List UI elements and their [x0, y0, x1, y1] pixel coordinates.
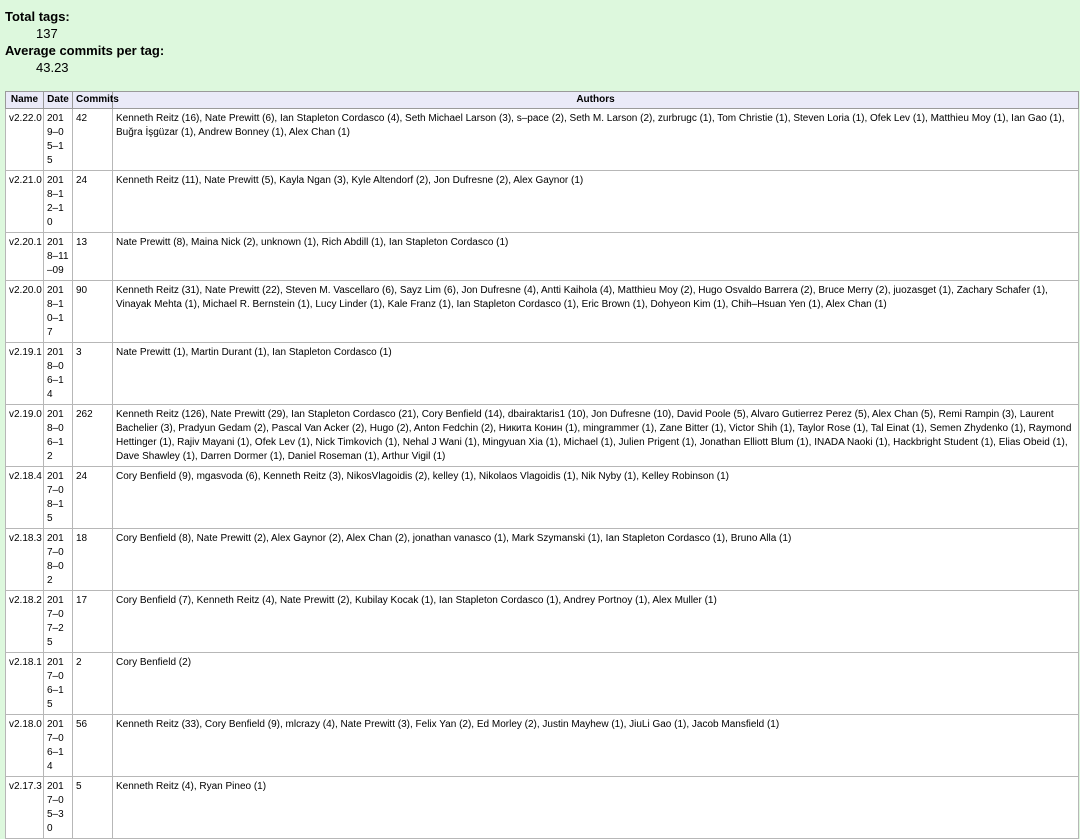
tag-date-cell: 2017–06–15 — [44, 653, 73, 715]
tag-name-cell: v2.18.3 — [6, 529, 44, 591]
tag-commits-cell: 90 — [73, 281, 113, 343]
table-row — [6, 529, 1079, 591]
tag-date-cell: 2018–12–10 — [44, 171, 73, 233]
tag-commits-cell: 24 — [73, 171, 113, 233]
header-authors: Authors — [113, 92, 1079, 109]
table-row — [6, 281, 1079, 343]
tag-date-cell: 2017–08–15 — [44, 467, 73, 529]
tag-name-cell: v2.17.3 — [6, 777, 44, 839]
tag-commits-cell: 24 — [73, 467, 113, 529]
tag-name-cell: v2.18.1 — [6, 653, 44, 715]
tag-commits-cell: 17 — [73, 591, 113, 653]
table-row — [6, 715, 1079, 777]
tag-commits-cell: 56 — [73, 715, 113, 777]
tag-authors-cell: Kenneth Reitz (16), Nate Prewitt (6), Ian Stapleton Cordasco (4), Seth Michael Larson (3), s–pace (2), Seth M. Larson (2), zurbrugc (1), Tom Christie (1), Steven Loria (1), Ofek Lev (1), Matthieu Moy (1), Ian Gao (1), Buğra İşgüzar (1), Andrew Bonney (1), Alex Chan (1) — [113, 109, 1079, 171]
tag-commits-cell: 3 — [73, 343, 113, 405]
tag-date-cell: 2017–07–25 — [44, 591, 73, 653]
header-commits: Commits — [73, 92, 113, 109]
table-row — [6, 405, 1079, 467]
tag-name-cell: v2.22.0 — [6, 109, 44, 171]
table-row — [6, 109, 1079, 171]
tag-date-cell: 2019–05–15 — [44, 109, 73, 171]
tag-authors-cell: Kenneth Reitz (11), Nate Prewitt (5), Kayla Ngan (3), Kyle Altendorf (2), Jon Dufresne (2), Alex Gaynor (1) — [113, 171, 1079, 233]
avg-commits-value: 43.23 — [36, 60, 69, 75]
tag-date-cell: 2018–10–17 — [44, 281, 73, 343]
tag-authors-cell: Kenneth Reitz (126), Nate Prewitt (29), Ian Stapleton Cordasco (21), Cory Benfield (14), dbairaktaris1 (10), Jon Dufresne (10), David Poole (5), Alvaro Gutierrez Perez (5), Alex Chan (5), Remi Rampin (3), Laurent Bachelier (3), Pradyun Gedam (2), Pascal Van Acker (2), Hugo (2), Anton Fedchin (2), Никита Конин (1), mingrammer (1), Zane Bitter (1), Victor Shih (1), Taylor Rose (1), Tal Einat (1), Semen Zhydenko (1), Raymond Hettinger (1), Rajiv Mayani (1), Ofek Lev (1), Nick Timkovich (1), Nehal J Wani (1), Mingyuan Xia (1), Michael (1), Julien Prigent (1), Jonathan Elliott Blum (1), INADA Naoki (1), Hackbright Student (1), Elias Obeid (1), Dave Shawley (1), Darren Dormer (1), Daniel Roseman (1), Arthur Vigil (1) — [113, 405, 1079, 467]
tag-name-cell: v2.20.1 — [6, 233, 44, 281]
tag-date-cell: 2018–06–14 — [44, 343, 73, 405]
table-row — [6, 653, 1079, 715]
table-row — [6, 777, 1079, 839]
avg-commits-label: Average commits per tag: — [5, 43, 165, 58]
tag-name-cell: v2.19.0 — [6, 405, 44, 467]
stats-summary — [0, 0, 1080, 76]
tag-commits-cell: 5 — [73, 777, 113, 839]
tag-authors-cell: Kenneth Reitz (4), Ryan Pineo (1) — [113, 777, 1079, 839]
tag-name-cell: v2.18.0 — [6, 715, 44, 777]
tag-date-cell: 2017–08–02 — [44, 529, 73, 591]
tag-name-cell: v2.18.4 — [6, 467, 44, 529]
tag-name-cell: v2.21.0 — [6, 171, 44, 233]
header-date: Date — [44, 92, 73, 109]
tag-authors-cell: Cory Benfield (7), Kenneth Reitz (4), Nate Prewitt (2), Kubilay Kocak (1), Ian Stapleton Cordasco (1), Andrey Portnoy (1), Alex Muller (1) — [113, 591, 1079, 653]
tag-date-cell: 2017–06–14 — [44, 715, 73, 777]
tag-name-cell: v2.18.2 — [6, 591, 44, 653]
tag-name-cell: v2.19.1 — [6, 343, 44, 405]
table-row — [6, 467, 1079, 529]
tag-date-cell: 2018–11–09 — [44, 233, 73, 281]
header-name: Name — [6, 92, 44, 109]
tag-authors-cell: Nate Prewitt (1), Martin Durant (1), Ian Stapleton Cordasco (1) — [113, 343, 1079, 405]
tag-authors-cell: Nate Prewitt (8), Maina Nick (2), unknown (1), Rich Abdill (1), Ian Stapleton Cordasco (1) — [113, 233, 1079, 281]
tag-commits-cell: 2 — [73, 653, 113, 715]
tag-commits-cell: 18 — [73, 529, 113, 591]
table-row — [6, 591, 1079, 653]
table-row — [6, 171, 1079, 233]
tag-authors-cell: Kenneth Reitz (33), Cory Benfield (9), mlcrazy (4), Nate Prewitt (3), Felix Yan (2), Ed Morley (2), Justin Mayhew (1), JiuLi Gao (1), Jacob Mansfield (1) — [113, 715, 1079, 777]
table-row — [6, 343, 1079, 405]
tag-commits-cell: 262 — [73, 405, 113, 467]
total-tags-label: Total tags: — [5, 9, 70, 24]
tag-name-cell: v2.20.0 — [6, 281, 44, 343]
tags-table — [5, 91, 1079, 839]
tag-authors-cell: Cory Benfield (9), mgasvoda (6), Kenneth Reitz (3), NikosVlagoidis (2), kelley (1), Nikolaos Vlagoidis (1), Nik Nyby (1), Kelley Robinson (1) — [113, 467, 1079, 529]
tag-date-cell: 2018–06–12 — [44, 405, 73, 467]
tag-authors-cell: Cory Benfield (2) — [113, 653, 1079, 715]
tag-commits-cell: 42 — [73, 109, 113, 171]
table-row — [6, 233, 1079, 281]
tag-date-cell: 2017–05–30 — [44, 777, 73, 839]
tag-authors-cell: Kenneth Reitz (31), Nate Prewitt (22), Steven M. Vascellaro (6), Sayz Lim (6), Jon Dufresne (4), Antti Kaihola (4), Matthieu Moy (2), Hugo Osvaldo Barrera (2), Bruce Merry (2), juozasget (1), Zachary Schafer (1), Vinayak Mehta (1), Michael R. Bernstein (1), Lucy Linder (1), Kale Franz (1), Ian Stapleton Cordasco (1), Eric Brown (1), Dohyeon Kim (1), Chih–Hsuan Yen (1), Alex Chan (1) — [113, 281, 1079, 343]
table-header-row — [6, 92, 1079, 109]
tag-authors-cell: Cory Benfield (8), Nate Prewitt (2), Alex Gaynor (2), Alex Chan (2), jonathan vanasco (1), Mark Szymanski (1), Ian Stapleton Cordasco (1), Bruno Alla (1) — [113, 529, 1079, 591]
tag-commits-cell: 13 — [73, 233, 113, 281]
total-tags-value: 137 — [36, 26, 58, 41]
